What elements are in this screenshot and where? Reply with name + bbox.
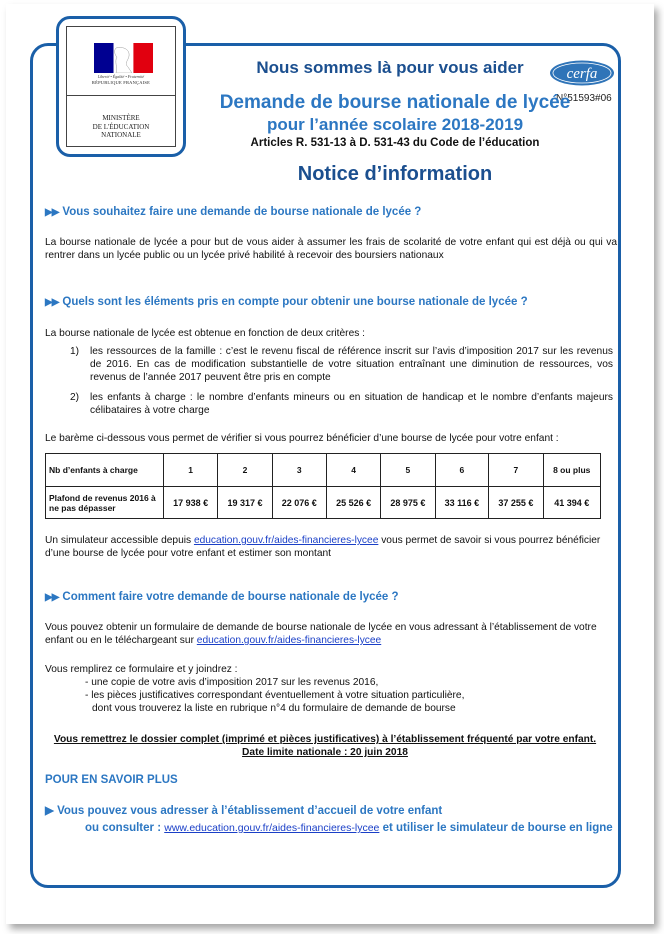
simulator-link[interactable]: education.gouv.fr/aides-financieres-lycee: [193, 535, 379, 546]
form-obtain-pre: Vous pouvez obtenir un formulaire de demande de bourse nationale de lycée en vous adressant à l’établissement de votre enfant ou en le téléchargeant sur: [45, 622, 597, 646]
table-row: [46, 454, 601, 487]
attachments-list: [85, 676, 605, 715]
table-cell: 8 ou plus: [543, 454, 600, 487]
section-1-text: La bourse nationale de lycée a pour but de vous aider à assumer les frais de scolarité de votre enfant qui est déjà ou qui va rentrer dans un lycée public ou un lycée privé habilité à recevoir des boursiers nationaux: [45, 237, 617, 261]
form-obtain-text: [45, 621, 615, 647]
deadline-block: [45, 733, 605, 759]
table-row: [46, 487, 601, 519]
contact-block: [45, 803, 615, 837]
ministry-line: MINISTÈRE: [102, 114, 140, 122]
table-row-label: Plafond de revenus 2016 à ne pas dépasser: [46, 487, 164, 519]
marianne-logo-icon: [94, 43, 153, 73]
table-cell: 3: [272, 454, 326, 487]
education-website-link[interactable]: www.education.gouv.fr/aides-financieres-lycee: [164, 822, 380, 834]
section-3-heading: [45, 591, 399, 603]
ministry-logo-box: [56, 16, 186, 157]
form-download-link[interactable]: education.gouv.fr/aides-financieres-lycee: [196, 635, 382, 646]
ministry-line: NATIONALE: [101, 131, 141, 140]
articles-reference: Articles R. 531-13 à D. 531-43 du Code de l’éducation: [250, 137, 540, 149]
contact-line-2-post: et utiliser le simulateur de bourse en ligne: [379, 822, 613, 834]
list-text: les enfants à charge : le nombre d’enfants mineurs ou en situation de handicap et le nombre d’enfants majeurs célibataires à votre charge: [90, 392, 613, 416]
table-cell: 2: [218, 454, 272, 487]
simulator-post: vous permet de savoir si vous pourrez bénéficier d’une bourse de lycée pour votre enfant et estimer son montant: [45, 535, 601, 559]
table-cell: 41 394 €: [543, 487, 600, 519]
table-cell: 7: [489, 454, 543, 487]
list-text: les ressources de la famille : c’est le revenu fiscal de référence inscrit sur l’avis d’imposition 2017 sur les revenus de 2016. En cas de modification substantielle de votre situation entraînant une diminution de ressources, vos revenus de l’année 2017 peuvent être pris en compte: [90, 346, 613, 383]
logo-inner-border: [66, 26, 176, 147]
list-number: 2): [70, 392, 80, 403]
cerfa-logo-text: cerfa: [566, 66, 598, 82]
logo-divider: [67, 95, 175, 96]
table-cell: 5: [381, 454, 435, 487]
ministry-line: DE L'ÉDUCATION: [92, 122, 150, 131]
table-row-label: Nb d’enfants à charge: [46, 454, 164, 487]
more-info-heading: POUR EN SAVOIR PLUS: [45, 774, 178, 786]
ministry-name: [67, 114, 175, 140]
contact-line-1: Vous pouvez vous adresser à l’établissement d’accueil de votre enfant: [57, 805, 443, 817]
page-subtitle: pour l’année scolaire 2018-2019: [266, 115, 524, 134]
republic-label: RÉPUBLIQUE FRANÇAISE: [91, 80, 151, 85]
list-item: - les pièces justificatives correspondant éventuellement à votre situation particulière,: [85, 690, 465, 701]
section-2-title: Quels sont les éléments pris en compte pour obtenir une bourse nationale de lycée ?: [62, 296, 528, 308]
income-ceiling-table: [45, 453, 601, 519]
submission-instruction: Vous remettrez le dossier complet (imprimé et pièces justificatives) à l’établissement fréquenté par votre enfant.: [53, 734, 597, 745]
attachments-intro: Vous remplirez ce formulaire et y joindrez :: [45, 664, 238, 675]
table-cell: 6: [435, 454, 489, 487]
double-arrow-icon: ▶▶: [45, 297, 59, 308]
section-2-heading: [45, 296, 528, 308]
help-heading: Nous sommes là pour vous aider: [256, 58, 524, 77]
section-1-heading: [45, 206, 421, 218]
table-intro: Le barème ci-dessous vous permet de vérifier si vous pourrez bénéficier d’une bourse de lycée pour votre enfant :: [45, 433, 559, 444]
play-arrow-icon: ▶: [45, 805, 54, 817]
table-cell: 37 255 €: [489, 487, 543, 519]
criteria-item-2: [70, 391, 613, 418]
national-deadline: Date limite nationale : 20 juin 2018: [242, 747, 408, 758]
simulator-pre: Un simulateur accessible depuis: [45, 535, 194, 546]
table-cell: 17 938 €: [164, 487, 218, 519]
table-cell: 1: [164, 454, 218, 487]
table-cell: 4: [326, 454, 380, 487]
table-cell: 22 076 €: [272, 487, 326, 519]
table-cell: 19 317 €: [218, 487, 272, 519]
list-item: - une copie de votre avis d’imposition 2017 sur les revenus 2016,: [85, 677, 379, 688]
criteria-intro: La bourse nationale de lycée est obtenue en fonction de deux critères :: [45, 328, 365, 339]
table-cell: 33 116 €: [435, 487, 489, 519]
section-1-title: Vous souhaitez faire une demande de bourse nationale de lycée ?: [62, 206, 422, 218]
table-cell: 28 975 €: [381, 487, 435, 519]
double-arrow-icon: ▶▶: [45, 207, 59, 218]
list-number: 1): [70, 346, 80, 357]
simulator-text: [45, 534, 605, 560]
motto: Liberté • Égalité • Fraternité: [97, 74, 145, 79]
list-item: dont vous trouverez la liste en rubrique n°4 du formulaire de demande de bourse: [92, 703, 456, 714]
criteria-item-1: [70, 345, 613, 385]
table-cell: 25 526 €: [326, 487, 380, 519]
double-arrow-icon: ▶▶: [45, 592, 59, 603]
contact-line-2-pre: ou consulter :: [85, 822, 165, 834]
cerfa-number: N°51593#06: [556, 93, 612, 104]
section-3-title: Comment faire votre demande de bourse nationale de lycée ?: [62, 591, 399, 603]
notice-heading: Notice d’information: [297, 163, 493, 185]
page-title: Demande de bourse nationale de lycée: [219, 92, 571, 113]
